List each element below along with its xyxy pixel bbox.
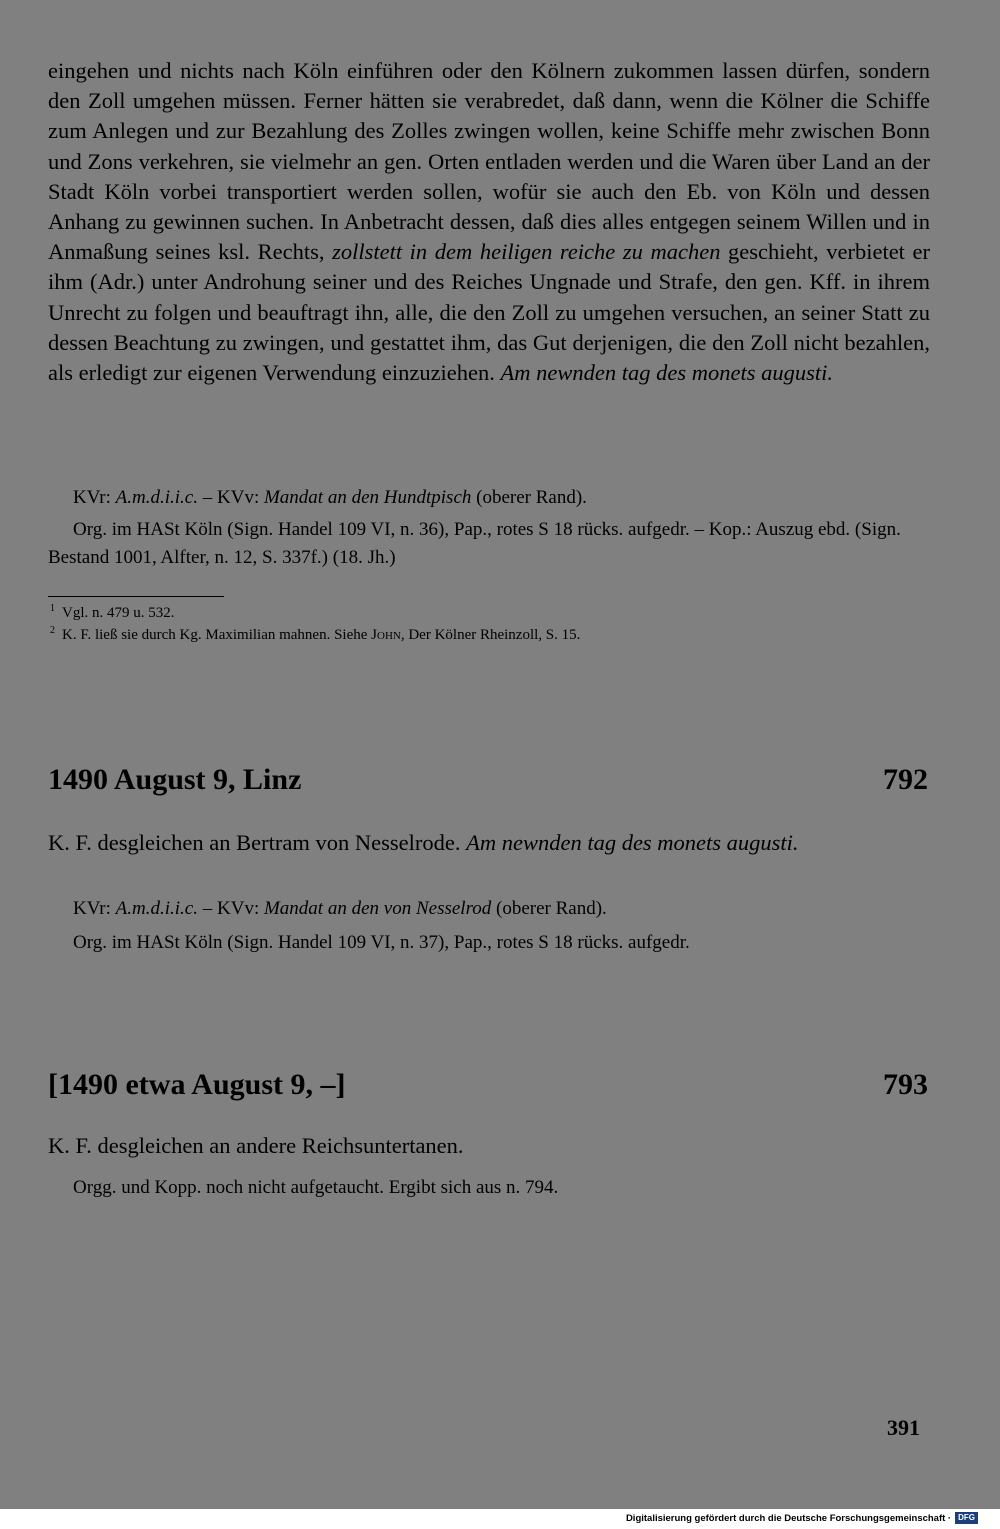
footnote-author: John [371, 627, 401, 643]
body-italic-date: Am newnden tag des monets augusti. [500, 360, 833, 386]
kv-mid: – KVv: [198, 487, 264, 508]
page-number: 391 [887, 1415, 920, 1440]
body-text: geschieht, verbietet er ihm (Adr.) unter Androhung seiner und des Reiches Ungnade und Strafe, den gen. Kff. in ihrem Unrecht zu folgen und beauftragt ihn, alle, die den Zoll zu umgehen versuchen, an seiner Statt zu dessen Beachtung zu zwingen, und gestattet ihm, das Gut derjenigen, die den Zoll nicht bezahlen, als erledigt zur eigenen Verwendung einzuziehen. [48, 239, 930, 386]
kv-line [48, 895, 930, 923]
footnote-text: Vgl. n. 479 u. 532. [62, 605, 175, 621]
footnote-rule [48, 596, 224, 597]
entry-791-apparatus [48, 484, 930, 572]
footnote-1 [48, 602, 930, 624]
kv-suffix: (oberer Rand). [471, 487, 587, 508]
entry-793-heading [48, 1068, 928, 1102]
source-line: Org. im HASt Köln (Sign. Handel 109 VI, n. 36), Pap., rotes S 18 rücks. aufgedr. – Kop.: Auszug ebd. (Sign. Bestand 1001, Alfter, n. 12, S. 337f.) (18. Jh.) [48, 519, 901, 568]
entry-number: 793 [883, 1068, 928, 1101]
kv-v: Mandat an den Hundtpisch [263, 487, 472, 508]
entry-date: [1490 etwa August 9, –] [48, 1068, 346, 1101]
source-line: Org. im HASt Köln (Sign. Handel 109 VI, n. 37), Pap., rotes S 18 rücks. aufgedr. [73, 932, 690, 953]
kv-line [48, 484, 930, 512]
footnote-2 [48, 624, 930, 646]
entry-date: 1490 August 9, Linz [48, 763, 302, 796]
footnote-mark: 2 [50, 625, 55, 636]
entry-792-apparatus [48, 895, 930, 957]
source-line: Orgg. und Kopp. noch nicht aufgetaucht. Ergibt sich aus n. 794. [73, 1177, 559, 1198]
body-italic-quote: zollstett in dem heiligen reiche zu machen [332, 239, 721, 265]
regest-date-italic: Am newnden tag des monets augusti. [466, 830, 799, 855]
footnote-text: , Der Kölner Rheinzoll, S. 15. [400, 627, 581, 643]
footnote-mark: 1 [50, 603, 55, 614]
kv-suffix: (oberer Rand). [491, 898, 607, 919]
kv-r: A.m.d.i.i.c. [115, 898, 198, 919]
kv-v: Mandat an den von Nesselrod [263, 898, 492, 919]
entry-number: 792 [883, 763, 928, 796]
kv-prefix: KVr: [73, 487, 116, 508]
credit-text: Digitalisierung gefördert durch die Deutsche Forschungsgemeinschaft · [625, 1512, 952, 1524]
body-text: eingehen und nichts nach Köln einführen oder den Kölnern zukommen lassen dürfen, sondern den Zoll umgehen müssen. Ferner hätten sie verabredet, daß dann, wenn die Kölner die Schiffe zum Anlegen und zur Bezahlung des Zolles zwingen wollen, keine Schiffe mehr zwischen Bonn und Zons verkehren, sie vielmehr an gen. Orten entladen werden und die Waren über Land an der Stadt Köln vorbei transportiert werden sollen, wofür sie auch den Eb. von Köln und dessen Anhang zu gewinnen suchen. In Anbetracht dessen, daß dies alles entgegen seinem Willen und in Anmaßung seines ksl. Rechts, [48, 58, 930, 265]
dfg-logo: DFG [955, 1512, 978, 1524]
entry-792-heading [48, 763, 928, 797]
entry-793-apparatus [48, 1174, 930, 1202]
digitization-credit [626, 1512, 978, 1524]
entry-793-regest: K. F. desgleichen an andere Reichsuntertanen. [48, 1133, 464, 1158]
footnote-text: K. F. ließ sie durch Kg. Maximilian mahnen. Siehe [62, 627, 372, 643]
regest-text: K. F. desgleichen an Bertram von Nesselrode. [48, 830, 467, 855]
entry-792-regest [48, 828, 930, 858]
kv-mid: – KVv: [198, 898, 264, 919]
entry-791-body [48, 56, 930, 388]
footnotes [48, 602, 930, 646]
kv-prefix: KVr: [73, 898, 116, 919]
kv-r: A.m.d.i.i.c. [115, 487, 198, 508]
